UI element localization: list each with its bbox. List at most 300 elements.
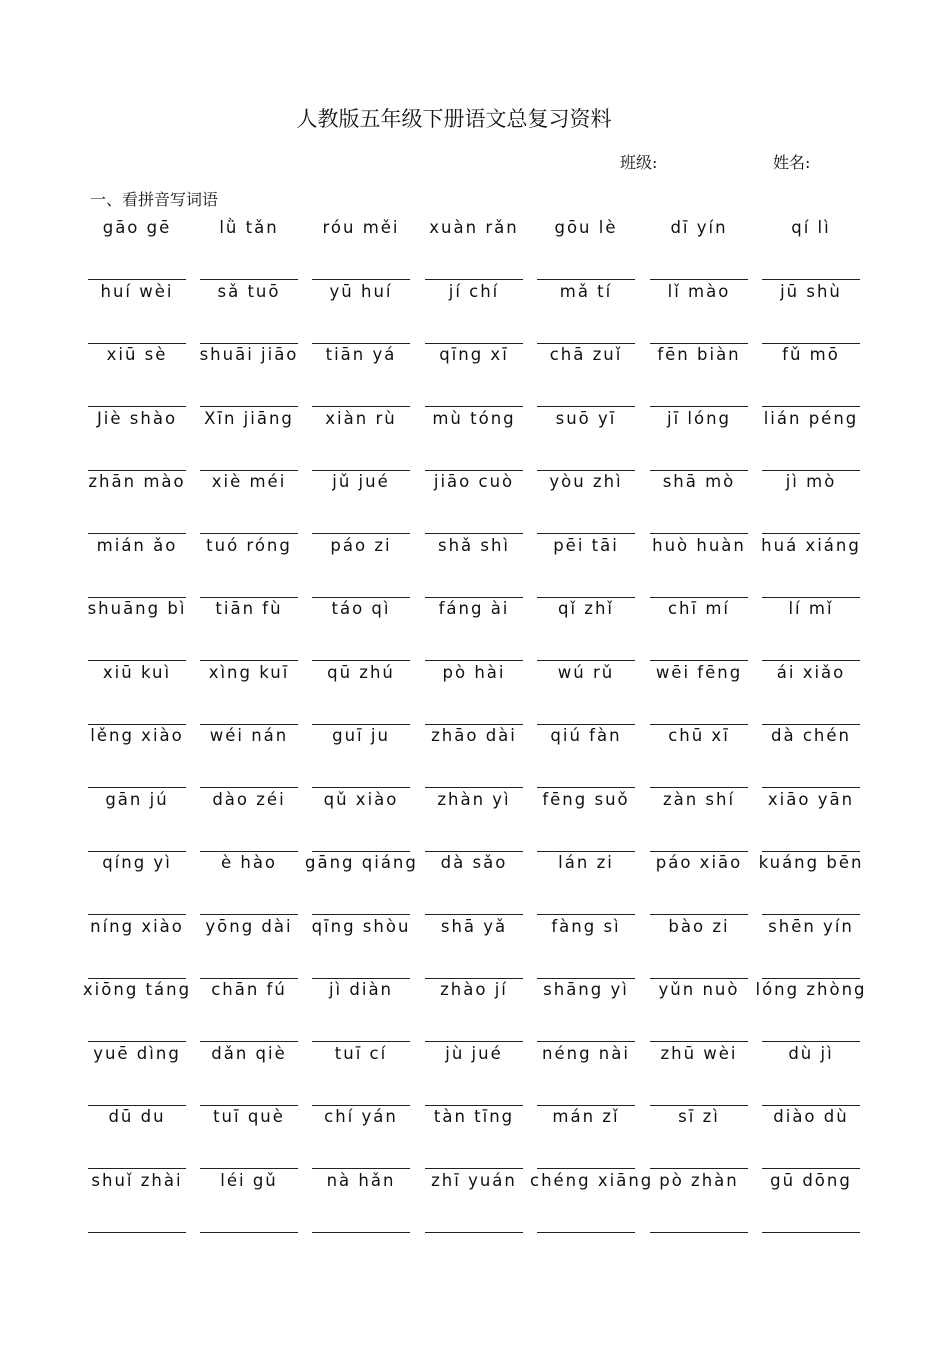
pinyin-text: gān jú: [105, 789, 169, 809]
pinyin-text: zhāo dài: [431, 726, 517, 745]
answer-blank-line[interactable]: [88, 406, 186, 407]
exercise-item: [650, 1044, 748, 1107]
answer-blank-line[interactable]: [88, 787, 186, 788]
answer-blank-line[interactable]: [537, 1232, 635, 1233]
answer-blank-line[interactable]: [650, 470, 748, 471]
pinyin-text: táo qì: [331, 599, 391, 618]
answer-blank-line[interactable]: [200, 597, 298, 598]
exercise-item: [200, 853, 298, 916]
exercise-item: [312, 1044, 410, 1107]
exercise-item: [312, 980, 410, 1043]
pinyin-text: qīng shòu: [311, 916, 411, 936]
exercise-item: [312, 1171, 410, 1234]
answer-blank-line[interactable]: [88, 470, 186, 471]
exercise-item: [650, 536, 748, 599]
exercise-item: [425, 1171, 523, 1234]
exercise-row: [88, 282, 888, 346]
answer-blank-line[interactable]: [650, 279, 748, 280]
answer-blank-line[interactable]: [312, 343, 410, 344]
answer-blank-line[interactable]: [425, 279, 523, 280]
answer-blank-line[interactable]: [650, 724, 748, 725]
answer-blank-line[interactable]: [200, 660, 298, 661]
answer-blank-line[interactable]: [200, 279, 298, 280]
answer-blank-line[interactable]: [762, 406, 860, 407]
answer-blank-line[interactable]: [312, 279, 410, 280]
answer-blank-line[interactable]: [537, 470, 635, 471]
answer-blank-line[interactable]: [537, 914, 635, 915]
answer-blank-line[interactable]: [312, 533, 410, 534]
exercise-row: [88, 472, 888, 536]
pinyin-text: shēn yín: [768, 916, 854, 936]
pinyin-text: gōu lè: [554, 218, 618, 237]
answer-blank-line[interactable]: [762, 470, 860, 471]
answer-blank-line[interactable]: [312, 1105, 410, 1106]
pinyin-text: xìng kuī: [208, 662, 290, 682]
exercise-item: [200, 1044, 298, 1107]
answer-blank-line[interactable]: [537, 1105, 635, 1106]
answer-blank-line[interactable]: [762, 851, 860, 852]
answer-blank-line[interactable]: [425, 1168, 523, 1169]
exercise-item: [312, 409, 410, 472]
exercise-row: [88, 726, 888, 790]
answer-blank-line[interactable]: [312, 851, 410, 852]
exercise-item: [650, 409, 748, 472]
exercise-item: [88, 726, 186, 789]
pinyin-text: zhī yuán: [431, 1170, 517, 1190]
exercise-item: [650, 853, 748, 916]
answer-blank-line[interactable]: [88, 660, 186, 661]
exercise-item: [425, 790, 523, 853]
answer-blank-line[interactable]: [762, 343, 860, 344]
pinyin-text: tàn tīng: [433, 1107, 515, 1126]
exercise-row: [82, 980, 888, 1044]
pinyin-text: xuàn rǎn: [429, 218, 519, 237]
answer-blank-line[interactable]: [88, 978, 186, 979]
pinyin-text: shuāng bì: [87, 599, 187, 618]
exercise-item: [537, 917, 635, 980]
exercise-item: [200, 663, 298, 726]
exercise-row: [88, 599, 888, 663]
pinyin-text: xiū kuì: [102, 662, 172, 682]
exercise-item: [88, 917, 186, 980]
answer-blank-line[interactable]: [88, 279, 186, 280]
answer-blank-line[interactable]: [537, 724, 635, 725]
answer-blank-line[interactable]: [88, 597, 186, 598]
answer-blank-line[interactable]: [650, 851, 748, 852]
exercise-item: [650, 980, 748, 1043]
answer-blank-line[interactable]: [312, 660, 410, 661]
exercise-item: [425, 663, 523, 726]
exercise-item: [762, 409, 860, 472]
answer-blank-line[interactable]: [200, 1168, 298, 1169]
answer-blank-line[interactable]: [312, 787, 410, 788]
answer-blank-line[interactable]: [650, 597, 748, 598]
pinyin-text: wēi fēng: [655, 662, 743, 682]
pinyin-text: jī lóng: [666, 408, 732, 428]
class-label: 班级:: [620, 153, 658, 172]
exercise-item: [312, 726, 410, 789]
exercise-item: [88, 409, 186, 472]
exercise-item: [425, 472, 523, 535]
answer-blank-line[interactable]: [88, 343, 186, 344]
exercise-item: [88, 472, 186, 535]
answer-blank-line[interactable]: [762, 978, 860, 979]
exercise-item: [425, 853, 523, 916]
exercise-item: [312, 1107, 410, 1170]
answer-blank-line[interactable]: [425, 724, 523, 725]
answer-blank-line[interactable]: [312, 1232, 410, 1233]
exercise-item: [650, 1107, 748, 1170]
pinyin-text: shuāi jiāo: [199, 345, 299, 364]
pinyin-text: xiàn rù: [325, 408, 397, 428]
answer-blank-line[interactable]: [425, 406, 523, 407]
exercise-item: [537, 536, 635, 599]
answer-blank-line[interactable]: [537, 597, 635, 598]
pinyin-text: chā zuǐ: [549, 345, 623, 364]
exercise-item: [312, 790, 410, 853]
exercise-row: [88, 917, 888, 981]
answer-blank-line[interactable]: [88, 1041, 186, 1042]
pinyin-text: tuī cí: [334, 1043, 388, 1063]
exercise-item: [312, 536, 410, 599]
exercise-item: [762, 1044, 860, 1107]
exercise-item: [200, 726, 298, 789]
answer-blank-line[interactable]: [88, 851, 186, 852]
pinyin-text: tuī què: [213, 1107, 285, 1126]
pinyin-text: lán zi: [558, 853, 614, 872]
answer-blank-line[interactable]: [425, 1232, 523, 1233]
pinyin-text: tuó róng: [206, 535, 292, 555]
pinyin-text: qǐ zhǐ: [557, 599, 614, 618]
pinyin-text: jì diàn: [328, 980, 394, 999]
pinyin-text: huí wèi: [100, 281, 174, 301]
pinyin-text: lěng xiào: [90, 726, 184, 745]
exercise-item: [88, 282, 186, 345]
exercise-item: [200, 1171, 298, 1234]
exercise-item: [200, 345, 298, 408]
pinyin-text: tiān fù: [215, 599, 283, 618]
answer-blank-line[interactable]: [650, 533, 748, 534]
name-label: 姓名:: [773, 153, 811, 172]
answer-blank-line[interactable]: [200, 1041, 298, 1042]
pinyin-text: lián péng: [763, 408, 859, 428]
answer-blank-line[interactable]: [650, 978, 748, 979]
exercise-item: [650, 917, 748, 980]
pinyin-text: suō yī: [555, 408, 617, 428]
answer-blank-line[interactable]: [425, 914, 523, 915]
pinyin-text: yǔn nuò: [658, 980, 740, 999]
pinyin-text: fēng suǒ: [542, 789, 630, 809]
pinyin-text: è hào: [220, 853, 278, 872]
exercise-item: [88, 1171, 186, 1234]
answer-blank-line[interactable]: [537, 533, 635, 534]
pinyin-text: chān fú: [211, 980, 287, 999]
exercise-item: [425, 1107, 523, 1170]
pinyin-text: huá xiáng: [761, 535, 861, 555]
answer-blank-line[interactable]: [762, 1168, 860, 1169]
exercise-item: [312, 218, 410, 281]
answer-blank-line[interactable]: [200, 978, 298, 979]
exercise-item: [88, 853, 186, 916]
answer-blank-line[interactable]: [312, 724, 410, 725]
exercise-item: [537, 409, 635, 472]
exercise-item: [537, 980, 635, 1043]
exercise-item: [762, 599, 860, 662]
exercise-item: [88, 1107, 186, 1170]
exercise-item: [650, 1171, 748, 1234]
pinyin-text: qí lì: [791, 218, 831, 237]
exercise-item: [425, 726, 523, 789]
pinyin-text: shā mò: [662, 472, 736, 491]
exercise-item: [312, 345, 410, 408]
answer-blank-line[interactable]: [537, 343, 635, 344]
pinyin-text: fáng ài: [438, 599, 510, 618]
answer-blank-line[interactable]: [762, 660, 860, 661]
exercise-item: [200, 218, 298, 281]
exercise-item: [200, 472, 298, 535]
exercise-item: [762, 663, 860, 726]
answer-blank-line[interactable]: [200, 787, 298, 788]
answer-blank-line[interactable]: [650, 1041, 748, 1042]
answer-blank-line[interactable]: [88, 1168, 186, 1169]
answer-blank-line[interactable]: [425, 1105, 523, 1106]
exercise-item: [650, 663, 748, 726]
exercise-item: [200, 1107, 298, 1170]
pinyin-text: shǎ shì: [437, 535, 511, 555]
pinyin-text: jù jué: [445, 1043, 503, 1063]
answer-blank-line[interactable]: [425, 787, 523, 788]
answer-blank-line[interactable]: [537, 406, 635, 407]
exercise-item: [762, 345, 860, 408]
exercise-item: [530, 1170, 654, 1234]
answer-blank-line[interactable]: [88, 1105, 186, 1106]
answer-blank-line[interactable]: [537, 851, 635, 852]
pinyin-text: Xīn jiāng: [204, 408, 294, 428]
answer-blank-line[interactable]: [650, 787, 748, 788]
answer-blank-line[interactable]: [312, 978, 410, 979]
answer-blank-line[interactable]: [425, 343, 523, 344]
pinyin-text: chī mí: [667, 599, 730, 618]
answer-blank-line[interactable]: [650, 660, 748, 661]
answer-blank-line[interactable]: [762, 597, 860, 598]
answer-blank-line[interactable]: [762, 724, 860, 725]
pinyin-text: mǎ tí: [559, 281, 613, 301]
answer-blank-line[interactable]: [312, 914, 410, 915]
answer-blank-line[interactable]: [425, 851, 523, 852]
pinyin-text: sī zì: [678, 1107, 720, 1126]
pinyin-text: sǎ tuō: [217, 281, 281, 301]
answer-blank-line[interactable]: [88, 724, 186, 725]
answer-blank-line[interactable]: [425, 470, 523, 471]
answer-blank-line[interactable]: [537, 978, 635, 979]
answer-blank-line[interactable]: [200, 1105, 298, 1106]
pinyin-text: pò zhàn: [659, 1170, 739, 1190]
pinyin-text: shā yǎ: [440, 916, 508, 936]
pinyin-text: jū shù: [780, 281, 842, 301]
answer-blank-line[interactable]: [762, 914, 860, 915]
answer-blank-line[interactable]: [200, 914, 298, 915]
section-heading: 一、看拼音写词语: [90, 190, 219, 209]
pinyin-text: jiāo cuò: [433, 472, 515, 491]
exercise-item: [755, 980, 867, 1043]
pinyin-text: jì mò: [785, 472, 837, 491]
answer-blank-line[interactable]: [88, 1232, 186, 1233]
pinyin-text: léi gǔ: [220, 1170, 278, 1190]
answer-blank-line[interactable]: [762, 1041, 860, 1042]
page-title: 人教版五年级下册语文总复习资料: [296, 107, 612, 131]
pinyin-text: qǔ xiào: [323, 789, 399, 809]
exercise-item: [425, 980, 523, 1043]
exercise-item: [537, 853, 635, 916]
exercise-item: [82, 980, 192, 1043]
answer-blank-line[interactable]: [537, 1168, 635, 1169]
exercise-item: [312, 599, 410, 662]
answer-blank-line[interactable]: [537, 279, 635, 280]
pinyin-text: xiè méi: [211, 472, 287, 491]
pinyin-text: gāng qiáng: [305, 853, 418, 872]
exercise-item: [537, 663, 635, 726]
answer-blank-line[interactable]: [312, 406, 410, 407]
exercise-item: [650, 282, 748, 345]
answer-blank-line[interactable]: [200, 533, 298, 534]
pinyin-text: wéi nán: [209, 726, 289, 745]
exercise-item: [537, 790, 635, 853]
answer-blank-line[interactable]: [650, 406, 748, 407]
exercise-row: [88, 1107, 888, 1171]
exercise-item: [537, 472, 635, 535]
exercise-item: [650, 218, 748, 281]
exercise-item: [650, 599, 748, 662]
pinyin-text: qíng yì: [102, 853, 172, 872]
exercise-item: [537, 282, 635, 345]
answer-blank-line[interactable]: [312, 470, 410, 471]
answer-blank-line[interactable]: [650, 1168, 748, 1169]
exercise-row: [88, 663, 888, 727]
exercise-item: [88, 218, 186, 281]
answer-blank-line[interactable]: [200, 851, 298, 852]
answer-blank-line[interactable]: [200, 406, 298, 407]
answer-blank-line[interactable]: [425, 660, 523, 661]
exercise-item: [88, 790, 186, 853]
pinyin-text: yōng dài: [205, 916, 293, 936]
pinyin-text: lǐ mào: [667, 281, 731, 301]
pinyin-text: lí mǐ: [788, 599, 834, 618]
answer-blank-line[interactable]: [88, 914, 186, 915]
exercise-item: [88, 663, 186, 726]
answer-blank-line[interactable]: [200, 1232, 298, 1233]
exercise-item: [312, 472, 410, 535]
exercise-item: [425, 536, 523, 599]
pinyin-text: bào zi: [668, 916, 730, 936]
answer-blank-line[interactable]: [650, 1232, 748, 1233]
exercise-item: [425, 218, 523, 281]
exercise-item: [200, 536, 298, 599]
exercise-row: [88, 218, 888, 282]
answer-blank-line[interactable]: [425, 1041, 523, 1042]
answer-blank-line[interactable]: [537, 1041, 635, 1042]
pinyin-text: níng xiào: [90, 916, 184, 936]
exercise-item: [425, 409, 523, 472]
pinyin-text: dào zéi: [212, 789, 286, 809]
answer-blank-line[interactable]: [650, 1105, 748, 1106]
pinyin-text: qū zhú: [327, 662, 395, 682]
answer-blank-line[interactable]: [650, 914, 748, 915]
exercise-item: [200, 409, 298, 472]
answer-blank-line[interactable]: [762, 787, 860, 788]
answer-blank-line[interactable]: [200, 470, 298, 471]
pinyin-text: tiān yá: [325, 345, 397, 364]
pinyin-text: dī yín: [670, 218, 728, 237]
pinyin-text: pò hài: [442, 662, 506, 682]
exercise-item: [762, 790, 860, 853]
pinyin-text: mù tóng: [432, 408, 516, 428]
exercise-item: [537, 1044, 635, 1107]
pinyin-text: néng nài: [542, 1043, 630, 1063]
pinyin-text: mián ǎo: [96, 535, 178, 555]
answer-blank-line[interactable]: [537, 787, 635, 788]
answer-blank-line[interactable]: [312, 1168, 410, 1169]
answer-blank-line[interactable]: [762, 1105, 860, 1106]
pinyin-text: fàng sì: [551, 916, 621, 936]
exercise-item: [762, 536, 860, 599]
pinyin-text: shāng yì: [543, 980, 629, 999]
exercise-item: [200, 917, 298, 980]
answer-blank-line[interactable]: [537, 660, 635, 661]
pinyin-exercise-grid: [82, 218, 888, 1234]
answer-blank-line[interactable]: [762, 1232, 860, 1233]
answer-blank-line[interactable]: [312, 597, 410, 598]
pinyin-text: wú rǔ: [557, 662, 615, 682]
pinyin-text: zàn shí: [662, 789, 736, 809]
answer-blank-line[interactable]: [425, 533, 523, 534]
answer-blank-line[interactable]: [650, 343, 748, 344]
pinyin-text: páo xiāo: [655, 853, 743, 872]
answer-blank-line[interactable]: [200, 724, 298, 725]
exercise-item: [425, 1044, 523, 1107]
exercise-item: [537, 726, 635, 789]
exercise-item: [650, 472, 748, 535]
exercise-item: [200, 282, 298, 345]
pinyin-text: yòu zhì: [549, 472, 623, 491]
answer-blank-line[interactable]: [762, 533, 860, 534]
exercise-item: [537, 599, 635, 662]
pinyin-text: jǔ jué: [332, 472, 390, 491]
answer-blank-line[interactable]: [200, 343, 298, 344]
exercise-item: [200, 790, 298, 853]
pinyin-text: dà chén: [771, 726, 851, 745]
exercise-item: [762, 726, 860, 789]
exercise-item: [762, 1171, 860, 1234]
exercise-item: [88, 536, 186, 599]
exercise-item: [537, 345, 635, 408]
exercise-row: [88, 790, 888, 854]
pinyin-text: mán zǐ: [552, 1107, 620, 1126]
exercise-item: [200, 599, 298, 662]
pinyin-text: lóng zhòng: [755, 980, 867, 999]
answer-blank-line[interactable]: [425, 597, 523, 598]
answer-blank-line[interactable]: [312, 1041, 410, 1042]
exercise-item: [312, 282, 410, 345]
pinyin-text: qīng xī: [439, 345, 509, 364]
answer-blank-line[interactable]: [762, 279, 860, 280]
pinyin-text: yuē dìng: [93, 1043, 181, 1063]
exercise-item: [88, 1044, 186, 1107]
pinyin-text: lǜ tǎn: [219, 218, 279, 237]
pinyin-text: dǎn qiè: [211, 1043, 287, 1063]
pinyin-text: xiāo yān: [767, 789, 855, 809]
answer-blank-line[interactable]: [88, 533, 186, 534]
answer-blank-line[interactable]: [425, 978, 523, 979]
